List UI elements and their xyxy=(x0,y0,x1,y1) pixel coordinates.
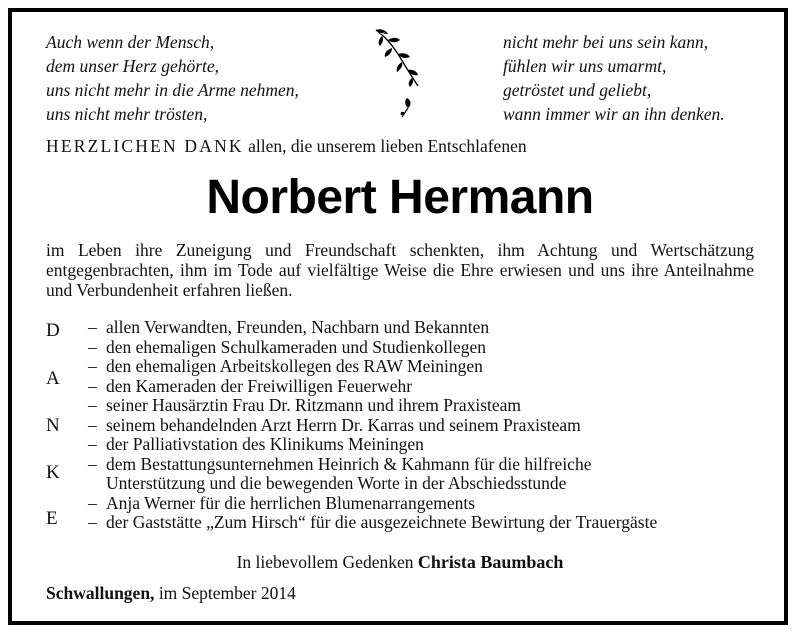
list-dash: – xyxy=(88,414,97,435)
list-item-text: dem Bestattungsunternehmen Heinrich & Kahmann für die hilfreiche xyxy=(106,453,592,474)
list-dash: – xyxy=(88,356,97,376)
list-dash: – xyxy=(88,434,97,454)
list-item xyxy=(88,416,768,436)
branch-icon xyxy=(370,24,430,90)
danke-letter: K xyxy=(46,462,60,483)
danke-letter: N xyxy=(46,415,60,436)
list-item xyxy=(88,455,768,475)
list-item xyxy=(88,357,768,377)
poem-line: nicht mehr bei uns sein kann, xyxy=(503,32,709,52)
memory-line xyxy=(0,552,800,573)
poem-right xyxy=(503,30,725,126)
danke-letter: E xyxy=(46,508,58,529)
danke-letter: D xyxy=(46,320,60,341)
list-item xyxy=(88,377,768,397)
flower-icon xyxy=(398,96,416,118)
list-item-text: den ehemaligen Arbeitskollegen des RAW Meiningen xyxy=(106,356,483,376)
poem-line: uns nicht mehr trösten, xyxy=(46,104,208,124)
poem-line: wann immer wir an ihn denken. xyxy=(503,104,725,124)
list-dash: – xyxy=(88,317,97,337)
memory-prefix: In liebevollem Gedenken xyxy=(236,552,414,572)
list-item xyxy=(88,435,768,455)
deceased-name: Norbert Hermann xyxy=(206,171,594,224)
poem-line: Auch wenn der Mensch, xyxy=(46,32,215,52)
list-item-continuation: Unterstützung und die bewegenden Worte in der Abschiedsstunde xyxy=(106,473,567,493)
list-item-text: den Kameraden der Freiwilligen Feuerwehr xyxy=(106,375,413,396)
list-dash: – xyxy=(88,375,97,396)
list-item xyxy=(88,494,768,514)
thanks-heading: HERZLICHEN DANK xyxy=(46,136,244,156)
poem-line: dem unser Herz gehörte, xyxy=(46,56,220,76)
list-item xyxy=(88,513,768,533)
list-item-text: Anja Werner für die herrlichen Blumenarrangements xyxy=(106,492,476,513)
list-item-text: allen Verwandten, Freunden, Nachbarn und Bekannten xyxy=(106,317,490,337)
list-dash: – xyxy=(88,512,97,532)
list-item-text: der Gaststätte „Zum Hirsch“ für die ausgezeichnete Bewirtung der Trauergäste xyxy=(106,512,658,532)
thanks-rest: allen, die unserem lieben Entschlafenen xyxy=(248,136,527,156)
memory-name: Christa Baumbach xyxy=(417,552,564,572)
poem-left xyxy=(46,30,299,126)
thanks-line xyxy=(46,136,527,157)
list-item-text: seinem behandelnden Arzt Herrn Dr. Karras und seinem Praxisteam xyxy=(106,414,581,435)
list-dash: – xyxy=(88,492,97,513)
list-item xyxy=(88,396,768,416)
poem-line: getröstet und geliebt, xyxy=(503,80,652,100)
list-item-text: seiner Hausärztin Frau Dr. Ritzmann und ihrem Praxisteam xyxy=(106,395,522,415)
list-item-text: der Palliativstation des Klinikums Meiningen xyxy=(106,434,424,454)
list-dash: – xyxy=(88,453,97,474)
body-text: im Leben ihre Zuneigung und Freundschaft schenkten, ihm Achtung und Wertschätzung entgegenbrachten, ihm im Tode auf vielfältige Weise die Ehre erwiesen und uns ihre Anteilnahme und Verbundenheit erfahren ließen. xyxy=(46,240,754,300)
thanks-list xyxy=(88,318,768,533)
list-dash: – xyxy=(88,336,97,357)
danke-letter: A xyxy=(46,368,60,389)
list-dash: – xyxy=(88,395,97,415)
place-date xyxy=(46,583,296,604)
place-town: Schwallungen, xyxy=(46,583,155,603)
poem-line: uns nicht mehr in die Arme nehmen, xyxy=(46,80,299,100)
place-date-text: im September 2014 xyxy=(158,583,296,603)
poem-line: fühlen wir uns umarmt, xyxy=(503,56,667,76)
list-item-text: den ehemaligen Schulkameraden und Studienkollegen xyxy=(106,336,487,357)
list-item xyxy=(88,338,768,358)
list-item xyxy=(88,318,768,338)
